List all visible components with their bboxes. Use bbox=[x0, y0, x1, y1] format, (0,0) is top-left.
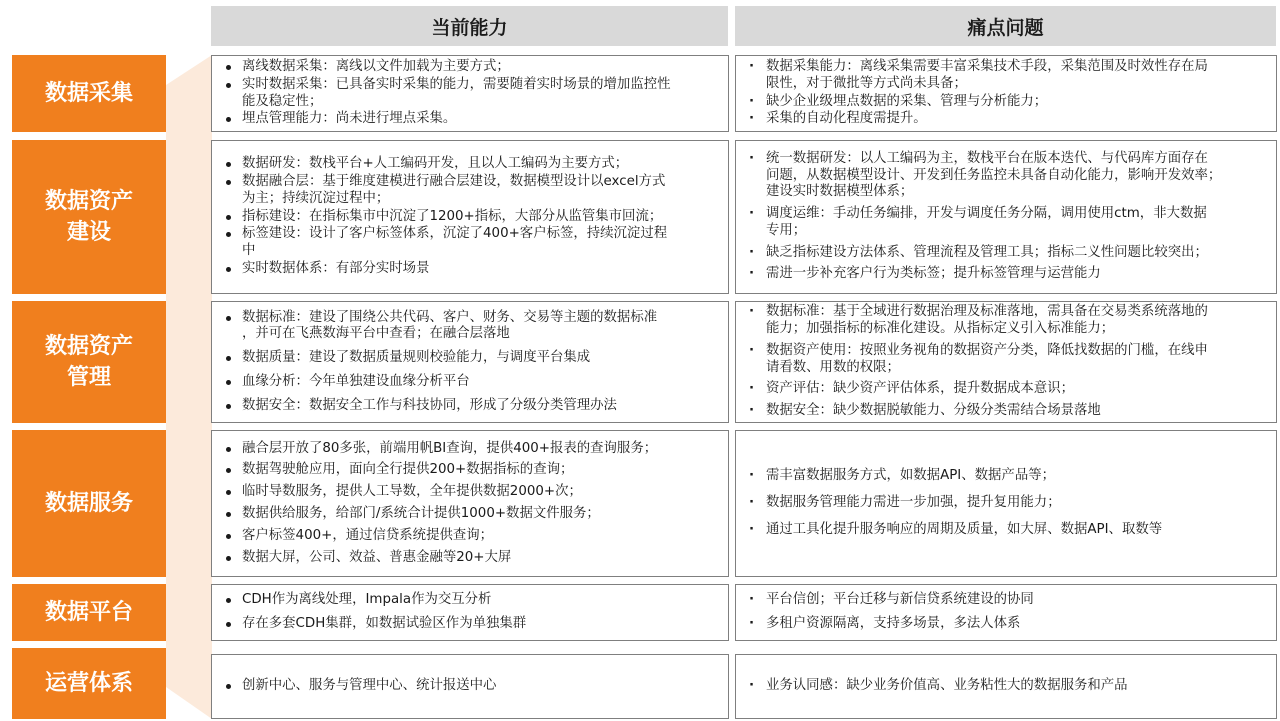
pain-point-item: · 需进一步补充客户行为类标签；提升标签管理与运营能力 bbox=[746, 266, 1268, 283]
capability-item: 血缘分析：今年单独建设血缘分析平台 bbox=[222, 374, 720, 391]
pain-point-item: · 平台信创；平台迁移与新信贷系统建设的协同 bbox=[746, 592, 1268, 609]
category-data-asset-construction bbox=[12, 140, 166, 294]
pain-point-item: · 业务认同感：缺少业务价值高、业务粘性大的数据服务和产品 bbox=[746, 678, 1268, 695]
capability-item: 融合层开放了80多张，前端用帆BI查询，提供400+报表的查询服务； bbox=[222, 441, 720, 458]
pain-point-item: · 多租户资源隔离，支持多场景，多法人体系 bbox=[746, 616, 1268, 633]
category-label: 数据资产 建设 bbox=[44, 189, 133, 245]
capabilities-box-data-service bbox=[211, 430, 729, 577]
pain-point-item: · 缺乏指标建设方法体系、管理流程及管理工具；指标二义性问题比较突出； bbox=[746, 245, 1268, 262]
pain-point-item: · 调度运维：手动任务编排，开发与调度任务分隔，调用使用ctm，非大数据 专用； bbox=[746, 206, 1268, 240]
capability-item: 数据融合层：基于维度建模进行融合层建设，数据模型设计以excel方式 为主；持续沉淀过程中； bbox=[222, 174, 720, 208]
pain-points-box-data-service bbox=[735, 430, 1277, 577]
capabilities-box-data-collection bbox=[211, 55, 729, 132]
capability-item: 标签建设：设计了客户标签体系，沉淀了400+客户标签，持续沉淀过程 中 bbox=[222, 226, 720, 260]
pain-points-box-operation-system bbox=[735, 654, 1277, 719]
category-data-asset-management bbox=[12, 301, 166, 423]
pain-point-item: · 采集的自动化程度需提升。 bbox=[746, 111, 1268, 128]
pain-points-box-data-asset-construction bbox=[735, 140, 1277, 294]
capabilities-box-data-asset-management bbox=[211, 301, 729, 423]
capability-item: 实时数据采集：已具备实时采集的能力，需要随着实时场景的增加监控性 能及稳定性； bbox=[222, 77, 720, 111]
category-label: 运营体系 bbox=[44, 671, 133, 696]
category-data-service bbox=[12, 430, 166, 577]
category-label: 数据资产 管理 bbox=[44, 334, 133, 390]
pain-point-item: · 数据标准：基于全域进行数据治理及标准落地，需具备在交易类系统落地的 能力；加强指标的标准化建设。从指标定义引入标准能力； bbox=[746, 304, 1268, 338]
pain-point-item: · 数据采集能力：离线采集需要丰富采集技术手段，采集范围及时效性存在局 限性，对于微批等方式尚未具备； bbox=[746, 59, 1268, 93]
category-data-platform bbox=[12, 584, 166, 641]
capabilities-box-data-platform bbox=[211, 584, 729, 641]
capability-item: 数据研发：数栈平台+人工编码开发，且以人工编码为主要方式； bbox=[222, 156, 720, 173]
capability-item: 数据供给服务，给部门/系统合计提供1000+数据文件服务； bbox=[222, 506, 720, 523]
pain-points-column-header: 痛点问题 bbox=[735, 6, 1276, 46]
pain-points-box-data-platform bbox=[735, 584, 1277, 641]
capability-column-header: 当前能力 bbox=[211, 6, 728, 46]
capabilities-box-data-asset-construction bbox=[211, 140, 729, 294]
category-label: 数据采集 bbox=[44, 81, 133, 106]
category-operation-system bbox=[12, 648, 166, 719]
category-label: 数据平台 bbox=[44, 600, 133, 625]
capability-item: 实时数据体系：有部分实时场景 bbox=[222, 261, 720, 278]
category-data-collection bbox=[12, 55, 166, 132]
capability-item: 数据标准：建设了围绕公共代码、客户、财务、交易等主题的数据标准 ，并可在飞燕数海平台中查看；在融合层落地 bbox=[222, 310, 720, 344]
pain-point-item: · 数据安全：缺少数据脱敏能力、分级分类需结合场景落地 bbox=[746, 403, 1268, 420]
pain-point-item: · 资产评估：缺少资产评估体系，提升数据成本意识； bbox=[746, 381, 1268, 398]
capability-item: 临时导数服务，提供人工导数，全年提供数据2000+次； bbox=[222, 484, 720, 501]
pain-points-box-data-asset-management bbox=[735, 301, 1277, 423]
capability-item: 数据质量：建设了数据质量规则校验能力，与调度平台集成 bbox=[222, 350, 720, 367]
category-label: 数据服务 bbox=[44, 491, 133, 516]
pain-point-item: · 缺少企业级埋点数据的采集、管理与分析能力； bbox=[746, 94, 1268, 111]
capability-item: 数据安全：数据安全工作与科技协同，形成了分级分类管理办法 bbox=[222, 398, 720, 415]
pain-points-box-data-collection bbox=[735, 55, 1277, 132]
capability-item: 存在多套CDH集群，如数据试验区作为单独集群 bbox=[222, 616, 720, 633]
capability-item: 离线数据采集：离线以文件加载为主要方式； bbox=[222, 59, 720, 76]
capability-item: 埋点管理能力：尚未进行埋点采集。 bbox=[222, 111, 720, 128]
pain-point-item: · 需丰富数据服务方式，如数据API、数据产品等； bbox=[746, 468, 1268, 485]
pain-point-item: · 数据资产使用：按照业务视角的数据资产分类，降低找数据的门槛，在线申 请看数、用数的权限； bbox=[746, 343, 1268, 377]
pain-point-item: · 数据服务管理能力需进一步加强，提升复用能力； bbox=[746, 495, 1268, 512]
pain-point-item: · 统一数据研发：以人工编码为主，数栈平台在版本迭代、与代码库方面存在 问题，从数据模型设计、开发到任务监控未具备自动化能力，影响开发效率； 建设实时数据模型体系； bbox=[746, 151, 1268, 201]
capability-item: 数据大屏，公司、效益、普惠金融等20+大屏 bbox=[222, 550, 720, 567]
decorative-wedge bbox=[166, 55, 212, 719]
pain-point-item: · 通过工具化提升服务响应的周期及质量，如大屏、数据API、取数等 bbox=[746, 522, 1268, 539]
capability-item: CDH作为离线处理，Impala作为交互分析 bbox=[222, 592, 720, 609]
capability-item: 客户标签400+，通过信贷系统提供查询； bbox=[222, 528, 720, 545]
capabilities-box-operation-system bbox=[211, 654, 729, 719]
capability-item: 创新中心、服务与管理中心、统计报送中心 bbox=[222, 678, 720, 695]
capability-item: 指标建设：在指标集市中沉淀了1200+指标，大部分从监管集市回流； bbox=[222, 209, 720, 226]
capability-item: 数据驾驶舱应用，面向全行提供200+数据指标的查询； bbox=[222, 462, 720, 479]
